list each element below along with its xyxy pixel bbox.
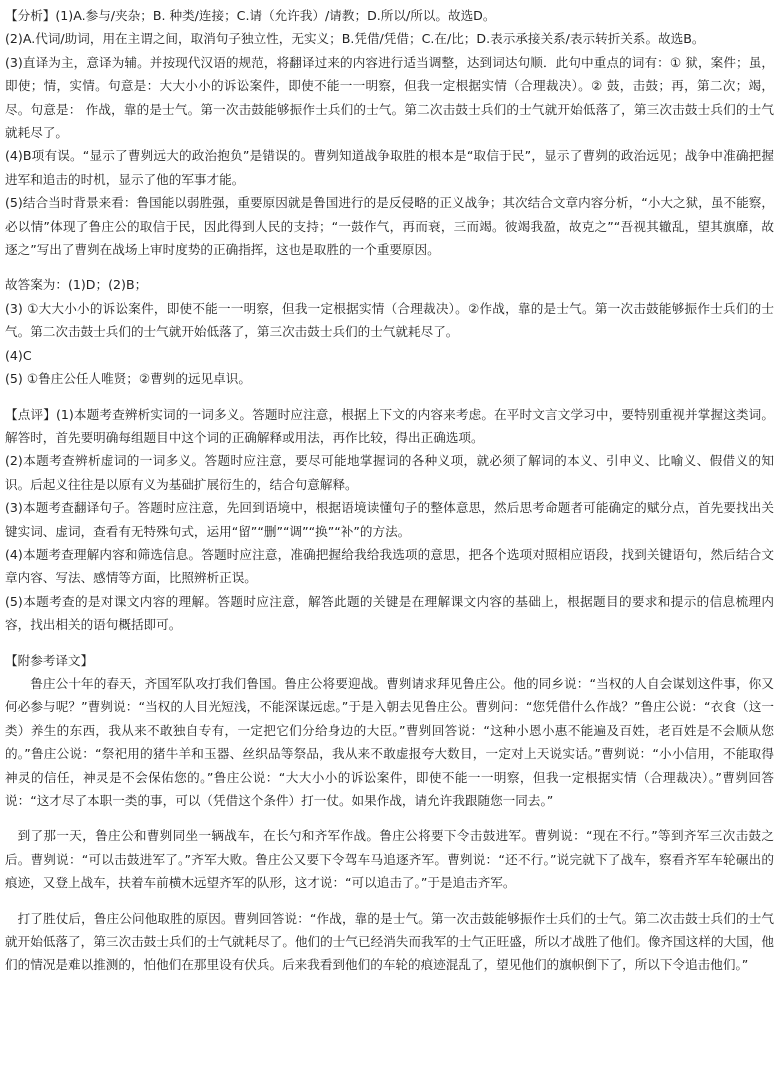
analysis-item-1: 【分析】(1)A.参与/夹杂；B. 种类/连接；C.请（允许我）/请教；D.所以/所以。故选D。 xyxy=(5,8,496,23)
analysis-heading: 【分析】 xyxy=(5,8,56,23)
answer-item-4: (5) ①鲁庄公任人唯贤；②曹刿的远见卓识。 xyxy=(5,371,251,387)
translation-paragraph-3: 打了胜仗后，鲁庄公问他取胜的原因。曹刿回答说：“作战，靠的是士气。第一次击鼓能够振作士兵们的士气。第二次击鼓士兵们的士气就开始低落了，第三次击鼓士兵们的士气就耗尽了。他们的士气已经消失而我军的士气正旺盛，所以才战胜了他们。像齐国这样的大国，他们的情况是难以推测的，怕他们在那里设有伏兵。后来我看到他们的车轮的痕迹混乱了，望见他们的旗帜倒下了，所以下令追击他们。” xyxy=(5,910,774,973)
comment-section xyxy=(5,403,774,637)
answers-section xyxy=(5,273,774,390)
comment-item-3: (3)本题考查翻译句子。答题时应注意，先回到语境中，根据语境读懂句子的整体意思，然后思考命题者可能确定的赋分点，首先要找出关键实词、虚词，查看有无特殊句式，运用“留”“删”“调”“换”“补”的方法。 xyxy=(5,500,774,539)
answer-item-2: (3) ①大大小小的诉讼案件，即使不能一一明察，但我一定根据实情（合理裁决）。②作战，靠的是士气。第一次击鼓能够振作士兵们的士气。第二次击鼓士兵们的士气就开始低落了，第三次击鼓士兵们的士气就耗尽了。 xyxy=(5,300,774,340)
analysis-item-3: (3)直译为主，意译为辅。并按现代汉语的规范，将翻译过来的内容进行适当调整，达到词达句顺．此句中重点的词有：① 狱，案件；虽，即使；情，实情。句意是：大大小小的诉讼案件，即使不能一一明察，但我一定根据实情（合理裁决）。② 鼓，击鼓；再，第二次；竭，尽。句意是： 作战，靠的是士气。第一次击鼓能够振作士兵们的士气。第二次击鼓士兵们的士气就开始低落了，第三次击鼓士兵们的士气就耗尽了。 xyxy=(5,54,774,141)
comment-item-4: (4)本题考查理解内容和筛选信息。答题时应注意，准确把握给我给我选项的意思，把各个选项对照相应语段，找到关键语句，然后结合文章内容、写法、感情等方面，比照辨析正误。 xyxy=(5,546,774,586)
translation-paragraph-2: 到了那一天，鲁庄公和曹刿同坐一辆战车，在长勺和齐军作战。鲁庄公将要下令击鼓进军。曹刿说：“现在不行。”等到齐军三次击鼓之后。曹刿说：“可以击鼓进军了。”齐军大败。鲁庄公又要下令驾车马追逐齐军。曹刿说：“还不行。”说完就下了战车，察看齐军车轮碾出的痕迹，又登上战车，扶着车前横木远望齐军的队形，这才说：“可以追击了。”于是追击齐军。 xyxy=(5,828,774,891)
comment-heading: 【点评】 xyxy=(5,406,56,422)
section-spacer xyxy=(5,637,774,649)
analysis-item-5: (5)结合当时背景来看：鲁国能以弱胜强，重要原因就是鲁国进行的是反侵略的正义战争；其次结合文章内容分析，“小大之狱，虽不能察，必以情”体现了鲁庄公的取信于民，因此得到人民的支持；“一鼓作气，再而衰，三而竭。彼竭我盈，故克之”“吾视其辙乱，望其旗靡，故逐之”写出了曹刿在战场上审时度势的正确指挥，这也是取胜的一个重要原因。 xyxy=(5,195,774,258)
comment-item-1: 【点评】(1)本题考查辨析实词的一词多义。答题时应注意，根据上下文的内容来考虑。在平时文言文学习中，要特别重视并掌握这类词。解答时，首先要明确每组题目中这个词的正确解释或用法，再作比较，得出正确选项。 xyxy=(5,406,775,445)
translation-section xyxy=(5,649,774,977)
paragraph-spacer xyxy=(5,812,774,824)
translation-paragraph-1: 鲁庄公十年的春天，齐国军队攻打我们鲁国。鲁庄公将要迎战。曹刿请求拜见鲁庄公。他的同乡说：“当权的人自会谋划这件事，你又何必参与呢？”曹刿说：“当权的人目光短浅，不能深谋远虑。”于是入朝去见鲁庄公。曹刿问：“您凭借什么作战？”鲁庄公说：“衣食（这一类）养生的东西，我从来不敢独自专有，一定把它们分给身边的大臣。”曹刿回答说：“这种小恩小惠不能遍及百姓，老百姓是不会顺从您的。”鲁庄公说：“祭祀用的猪牛羊和玉器、丝织品等祭品，我从来不敢虚报夸大数目，一定对上天说实话。”曹刿说：“小小信用，不能取得神灵的信任，神灵是不会保佑您的。”鲁庄公说：“大大小小的诉讼案件，即使不能一一明察，但我一定根据实情（合理裁决）。”曹刿回答说：“这才尽了本职一类的事，可以（凭借这个条件）打一仗。如果作战，请允许我跟随您一同去。” xyxy=(5,675,774,808)
translation-heading: 【附参考译文】 xyxy=(5,652,94,668)
analysis-section xyxy=(5,4,774,261)
analysis-item-4: (4)B项有误。“显示了曹刿远大的政治抱负”是错误的。曹刿知道战争取胜的根本是“取信于民”，显示了曹刿的政治远见；战争中准确把握进军和追击的时机，显示了他的军事才能。 xyxy=(5,148,774,187)
comment-item-2: (2)本题考查辨析虚词的一词多义。答题时应注意，要尽可能地掌握词的各种义项，就必须了解词的本义、引申义、比喻义、假借义的知识。后起义往往是以原有义为基础扩展衍生的，结合句意解释。 xyxy=(5,453,774,492)
answer-item-1: 故答案为：(1)D；(2)B； xyxy=(5,277,148,293)
comment-item-5: (5)本题考查的是对课文内容的理解。答题时应注意，解答此题的关键是在理解课文内容的基础上，根据题目的要求和提示的信息梳理内容，找出相关的语句概括即可。 xyxy=(5,593,774,633)
answer-item-3: (4)C xyxy=(5,347,32,363)
section-spacer xyxy=(5,391,774,403)
analysis-item-2: (2)A.代词/助词，用在主谓之间，取消句子独立性，无实义；B.凭借/凭借；C.在/比；D.表示承接关系/表示转折关系。故选B。 xyxy=(5,31,705,47)
section-spacer xyxy=(5,261,774,273)
paragraph-spacer xyxy=(5,895,774,907)
